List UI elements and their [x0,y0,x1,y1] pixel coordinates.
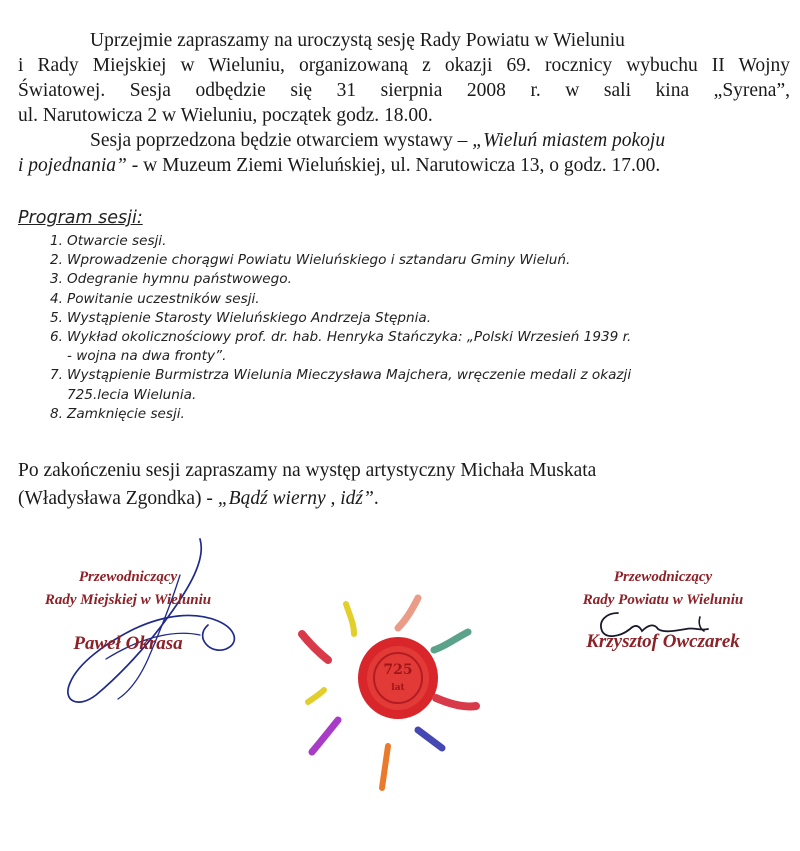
program-item-text: Wprowadzenie chorągwi Powiatu Wieluńskiego i sztandaru Gminy Wieluń. [67,252,571,269]
intro-line-4: ul. Narutowicza 2 w Wieluniu, początek godz. 18.00. [18,105,433,126]
program-list [50,232,780,424]
program-item-number: 5. [50,309,63,326]
program-item-text: Wystąpienie Burmistrza Wielunia Mieczysława Majchera, wręczenie medali z okazji [67,367,632,384]
program-item-number: 1. [50,233,63,249]
signature-left-role-1: Przewodniczący [78,569,178,585]
program-item-number: 3. [50,271,63,288]
performance-title: „Bądź wierny , idź” [217,488,374,509]
intro-line-6-text: - w Muzeum Ziemi Wieluńskiej, ul. Narutowicza 13, o godz. 17.00. [126,155,661,176]
program-item [50,270,780,289]
sun-seal-logo-icon [290,590,490,795]
intro-line-3: Światowej. Sesja odbędzie się 31 sierpnia 2008 r. w sali kina „Syrena”, [18,80,790,101]
program-item-number: 7. [50,367,63,384]
signature-block-right [552,566,774,653]
program-item-text: Zamknięcie sesji. [67,405,185,422]
program-item-continuation: - wojna na dwa fronty”. [67,348,227,365]
closing-line-2-end: . [373,488,379,509]
program-item [50,405,780,424]
signature-left-role-2: Rady Miejskiej w Wieluniu [44,592,212,608]
svg-text:lat: lat [391,683,405,693]
intro-line-5 [18,128,790,153]
signature-right-role-1: Przewodniczący [613,569,713,585]
exhibition-title-part-2: i pojednania” [18,155,127,176]
program-item-number: 4. [50,290,63,307]
program-item-text: Wykład okolicznościowy prof. dr. hab. Henryka Stańczyka: „Polski Wrzesień 1939 r. [67,329,632,346]
svg-text:725: 725 [383,662,413,678]
exhibition-title-part-1: „Wieluń miastem pokoju [472,130,666,151]
intro-line-1: Uprzejmie zapraszamy na uroczystą sesję Rady Powiatu w Wieluniu [90,30,625,51]
intro-line-5-text: Sesja poprzedzona będzie otwarciem wystawy – [90,130,473,151]
intro-line-2: i Rady Miejskiej w Wieluniu, organizowaną z okazji 69. rocznicy wybuchu II Wojny [18,55,790,76]
program-item [50,309,780,328]
signature-block-left [12,566,244,655]
program-item-text: Odegranie hymnu państwowego. [67,271,292,288]
closing-paragraph [18,457,798,513]
program-item-text: Powitanie uczestników sesji. [67,290,260,307]
program-item [50,251,780,270]
program-item-text: Otwarcie sesji. [67,233,167,249]
signature-right-name: Krzysztof Owczarek [586,631,740,652]
program-item-continuation: 725.lecia Wielunia. [67,386,197,403]
program-item-number: 8. [50,405,63,422]
program-item [50,366,780,404]
closing-line-1: Po zakończeniu sesji zapraszamy na występ artystyczny Michała Muskata [18,460,597,481]
program-item [50,232,780,251]
program-item-number: 2. [50,252,63,269]
signature-right-role-2: Rady Powiatu w Wieluniu [582,592,744,608]
signature-left-name: Paweł Okrasa [73,633,183,654]
intro-paragraphs [18,28,790,178]
program-item-number: 6. [50,329,63,346]
program-item [50,290,780,309]
closing-line-2 [18,485,798,513]
program-title: Program sesji: [18,208,143,228]
intro-line-6 [18,153,790,178]
program-item [50,328,780,366]
program-item-text: Wystąpienie Starosty Wieluńskiego Andrzeja Stępnia. [67,309,432,326]
closing-line-2-text: (Władysława Zgondka) - [18,488,218,509]
